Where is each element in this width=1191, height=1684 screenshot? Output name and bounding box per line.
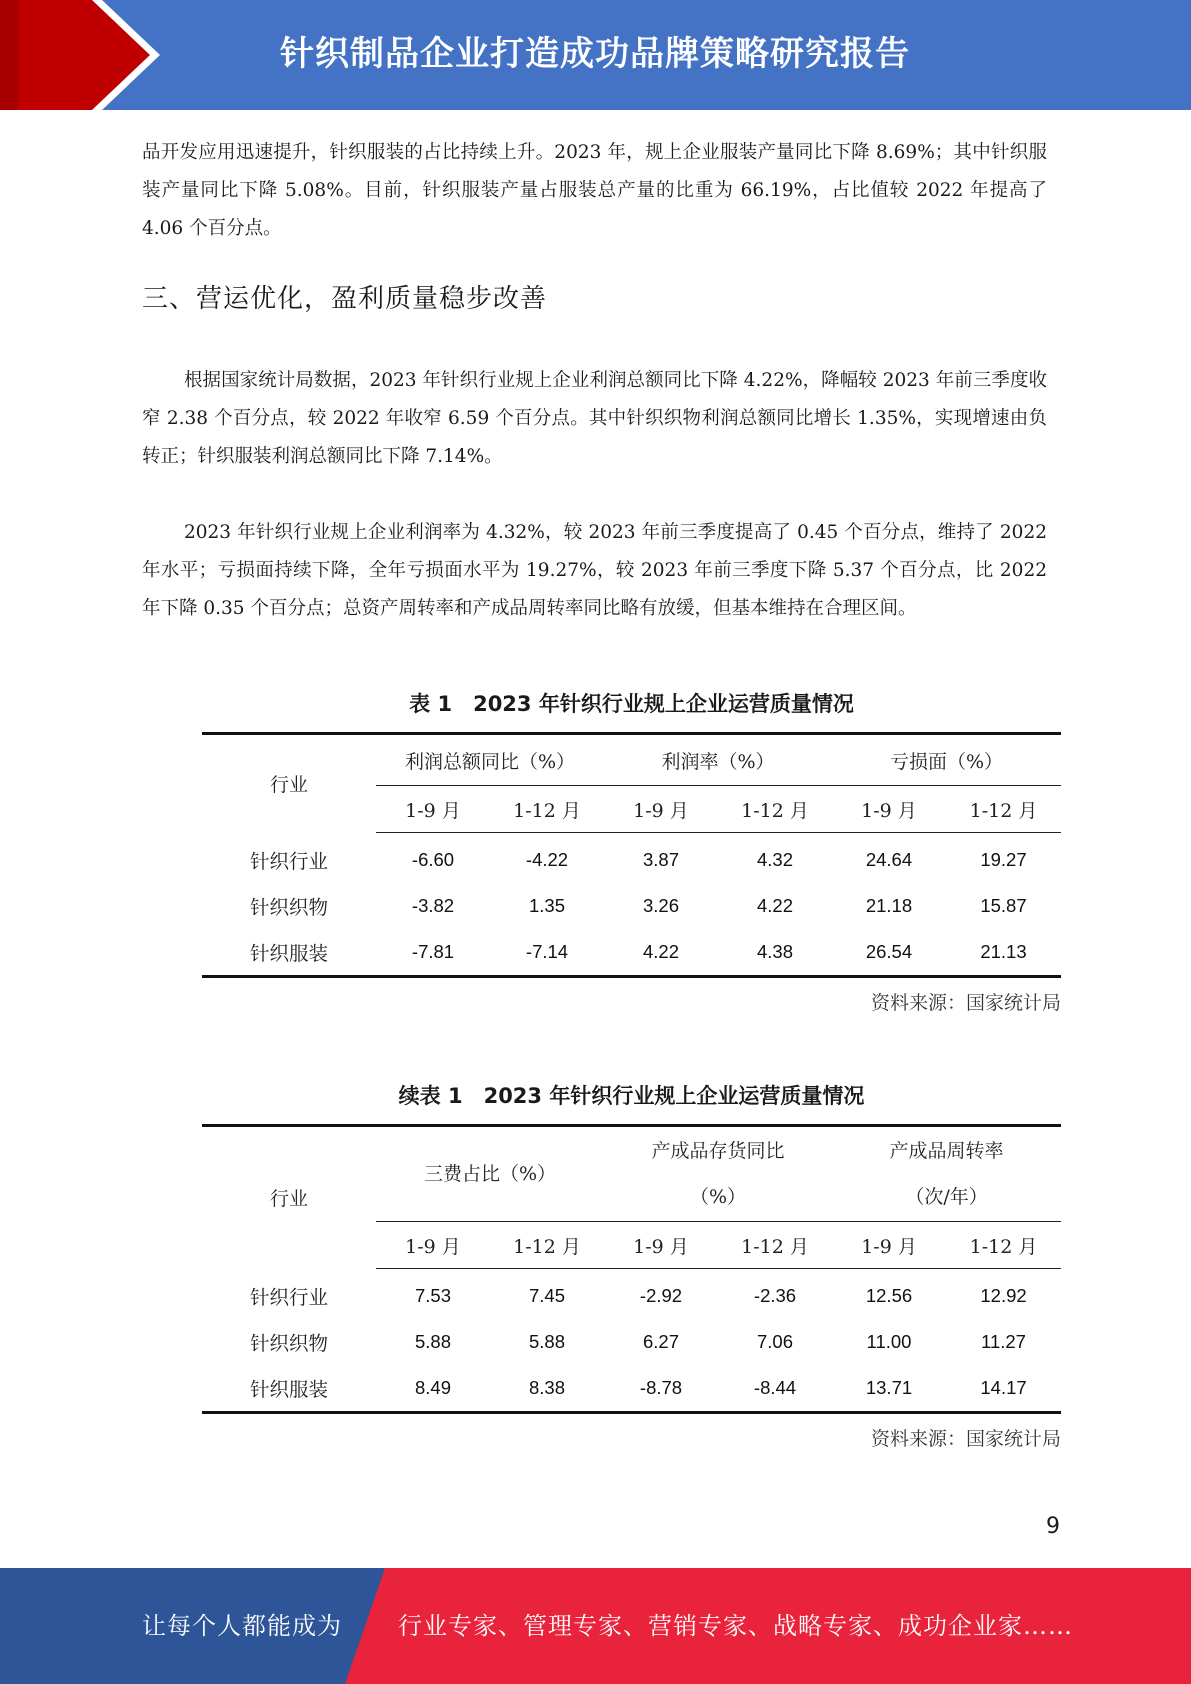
table-cell: -7.81 <box>411 941 455 962</box>
row-label: 针织行业 <box>249 1285 328 1309</box>
paragraph-margin: 2023 年针织行业规上企业利润率为 4.32%，较 2023 年前三季度提高了 0.45 个百分点，维持了 2022 年水平；亏损面持续下降，全年亏损面水平为 19.27%，较 2023 年前三季度下降 5.37 个百分点，比 2022 年下降 0.35 个百分点；总资产周转率和产成品周转率同比略有放缓，但基本维持在合理区间。 <box>142 522 1047 619</box>
table2-caption: 续表 1 2023 年针织行业规上企业运营质量情况 <box>398 1084 865 1108</box>
table-cell: 4.22 <box>756 895 793 916</box>
table-cell: 15.87 <box>980 895 1027 916</box>
table-cell: -8.44 <box>753 1377 797 1398</box>
table-cell: 11.00 <box>866 1331 912 1352</box>
table2-period-header: 1-9 月 <box>832 1222 946 1269</box>
table-cell: 14.17 <box>980 1377 1027 1398</box>
table2-block <box>202 1076 1061 1451</box>
footer-slogan-left: 让每个人都能成为 <box>142 1612 342 1640</box>
table2-period-header: 1-9 月 <box>604 1222 718 1269</box>
table-cell: 21.13 <box>980 941 1027 962</box>
table2-period-header: 1-12 月 <box>718 1222 832 1269</box>
table1-period-header: 1-9 月 <box>832 786 946 833</box>
group-header-line: 产成品存货同比 <box>651 1140 785 1162</box>
table-cell: 8.49 <box>414 1377 451 1398</box>
table2-period-header: 1-12 月 <box>490 1222 604 1269</box>
table-cell: 8.38 <box>528 1377 565 1398</box>
header-banner <box>0 0 1191 110</box>
table2-period-header: 1-12 月 <box>946 1222 1061 1269</box>
table-cell: 4.22 <box>642 941 679 962</box>
table-cell: 11.27 <box>981 1331 1026 1352</box>
table-cell: 21.18 <box>865 895 913 916</box>
table-cell: 5.88 <box>414 1331 451 1352</box>
table1-period-header: 1-9 月 <box>376 786 490 833</box>
table1-group-header: 亏损面（%） <box>889 750 1004 773</box>
table-cell: 19.27 <box>980 849 1027 870</box>
table1-period-header: 1-12 月 <box>490 786 604 833</box>
group-header-line: 产成品周转率 <box>889 1140 1004 1162</box>
table2-source: 资料来源：国家统计局 <box>870 1428 1061 1450</box>
table-cell: 4.32 <box>756 849 793 870</box>
table-cell: 1.35 <box>528 895 565 916</box>
group-header-line: （次/年） <box>905 1186 988 1208</box>
table-row <box>202 1269 1061 1320</box>
table-cell: 5.88 <box>528 1331 565 1352</box>
table1-period-header: 1-9 月 <box>604 786 718 833</box>
group-header-line: 三费占比（%） <box>423 1163 557 1185</box>
paragraph-profit: 根据国家统计局数据，2023 年针织行业规上企业利润总额同比下降 4.22%，降幅较 2023 年前三季度收窄 2.38 个百分点，较 2022 年收窄 6.59 个百分点。其中针织织物利润总额同比增长 1.35%，实现增速由负转正；针织服装利润总额同比下降 7.14%。 <box>142 370 1047 467</box>
row-label: 针织行业 <box>249 849 328 873</box>
table2-group-header <box>376 1126 604 1222</box>
table-cell: 26.54 <box>865 941 913 962</box>
table-row <box>202 929 1061 977</box>
table1-period-header: 1-12 月 <box>946 786 1061 833</box>
table-cell: -2.92 <box>639 1285 683 1306</box>
table-cell: -6.60 <box>411 849 455 870</box>
table1-period-header: 1-12 月 <box>718 786 832 833</box>
footer-slogan-right: 行业专家、管理专家、营销专家、战略专家、成功企业家…… <box>398 1612 1073 1640</box>
table2-period-header: 1-9 月 <box>376 1222 490 1269</box>
table-cell: 6.27 <box>642 1331 679 1352</box>
table-cell: 7.45 <box>528 1285 565 1306</box>
page-number: 9 <box>1046 1514 1060 1539</box>
table-cell: 12.56 <box>865 1285 913 1306</box>
row-label: 针织织物 <box>249 896 328 919</box>
table-row <box>202 1365 1061 1413</box>
table1-group-header: 利润总额同比（%） <box>404 750 576 773</box>
table1-group-header: 利润率（%） <box>661 750 775 773</box>
table2 <box>202 1124 1061 1414</box>
row-label: 针织服装 <box>249 1378 328 1401</box>
table-cell: 3.87 <box>642 849 679 870</box>
table2-row-header: 行业 <box>269 1188 308 1211</box>
table-cell: -8.78 <box>639 1377 683 1398</box>
report-title: 针织制品企业打造成功品牌策略研究报告 <box>280 34 910 74</box>
table2-group-header <box>604 1126 832 1222</box>
table-cell: 7.06 <box>757 1331 794 1352</box>
table-cell: -2.36 <box>753 1285 797 1306</box>
table-row <box>202 883 1061 929</box>
table-cell: 7.53 <box>414 1285 451 1306</box>
paragraph-intro: 品开发应用迅速提升，针织服装的占比持续上升。2023 年，规上企业服装产量同比下降 8.69%；其中针织服装产量同比下降 5.08%。目前，针织服装产量占服装总产量的比重为 66.19%，占比值较 2022 年提高了 4.06 个百分点。 <box>142 142 1047 239</box>
table-cell: -7.14 <box>525 941 569 962</box>
row-label: 针织服装 <box>249 942 328 965</box>
table1 <box>202 732 1061 978</box>
table1-block <box>202 684 1061 1015</box>
group-header-line: （%） <box>689 1186 747 1208</box>
footer-banner <box>0 1568 1191 1684</box>
table1-source: 资料来源：国家统计局 <box>870 992 1061 1014</box>
table-cell: 3.26 <box>642 895 679 916</box>
table-cell: 24.64 <box>865 849 913 870</box>
table2-group-header <box>832 1126 1061 1222</box>
table-cell: 4.38 <box>756 941 793 962</box>
table-cell: 12.92 <box>980 1285 1027 1306</box>
table1-row-header: 行业 <box>269 774 308 797</box>
section-heading: 三、营运优化，盈利质量稳步改善 <box>142 284 548 314</box>
row-label: 针织织物 <box>249 1332 328 1355</box>
table-cell: -3.82 <box>411 895 455 916</box>
table-row <box>202 1319 1061 1365</box>
table-row <box>202 833 1061 884</box>
table-cell: -4.22 <box>525 849 569 870</box>
table-cell: 13.71 <box>865 1377 913 1398</box>
table1-caption: 表 1 2023 年针织行业规上企业运营质量情况 <box>409 692 854 716</box>
